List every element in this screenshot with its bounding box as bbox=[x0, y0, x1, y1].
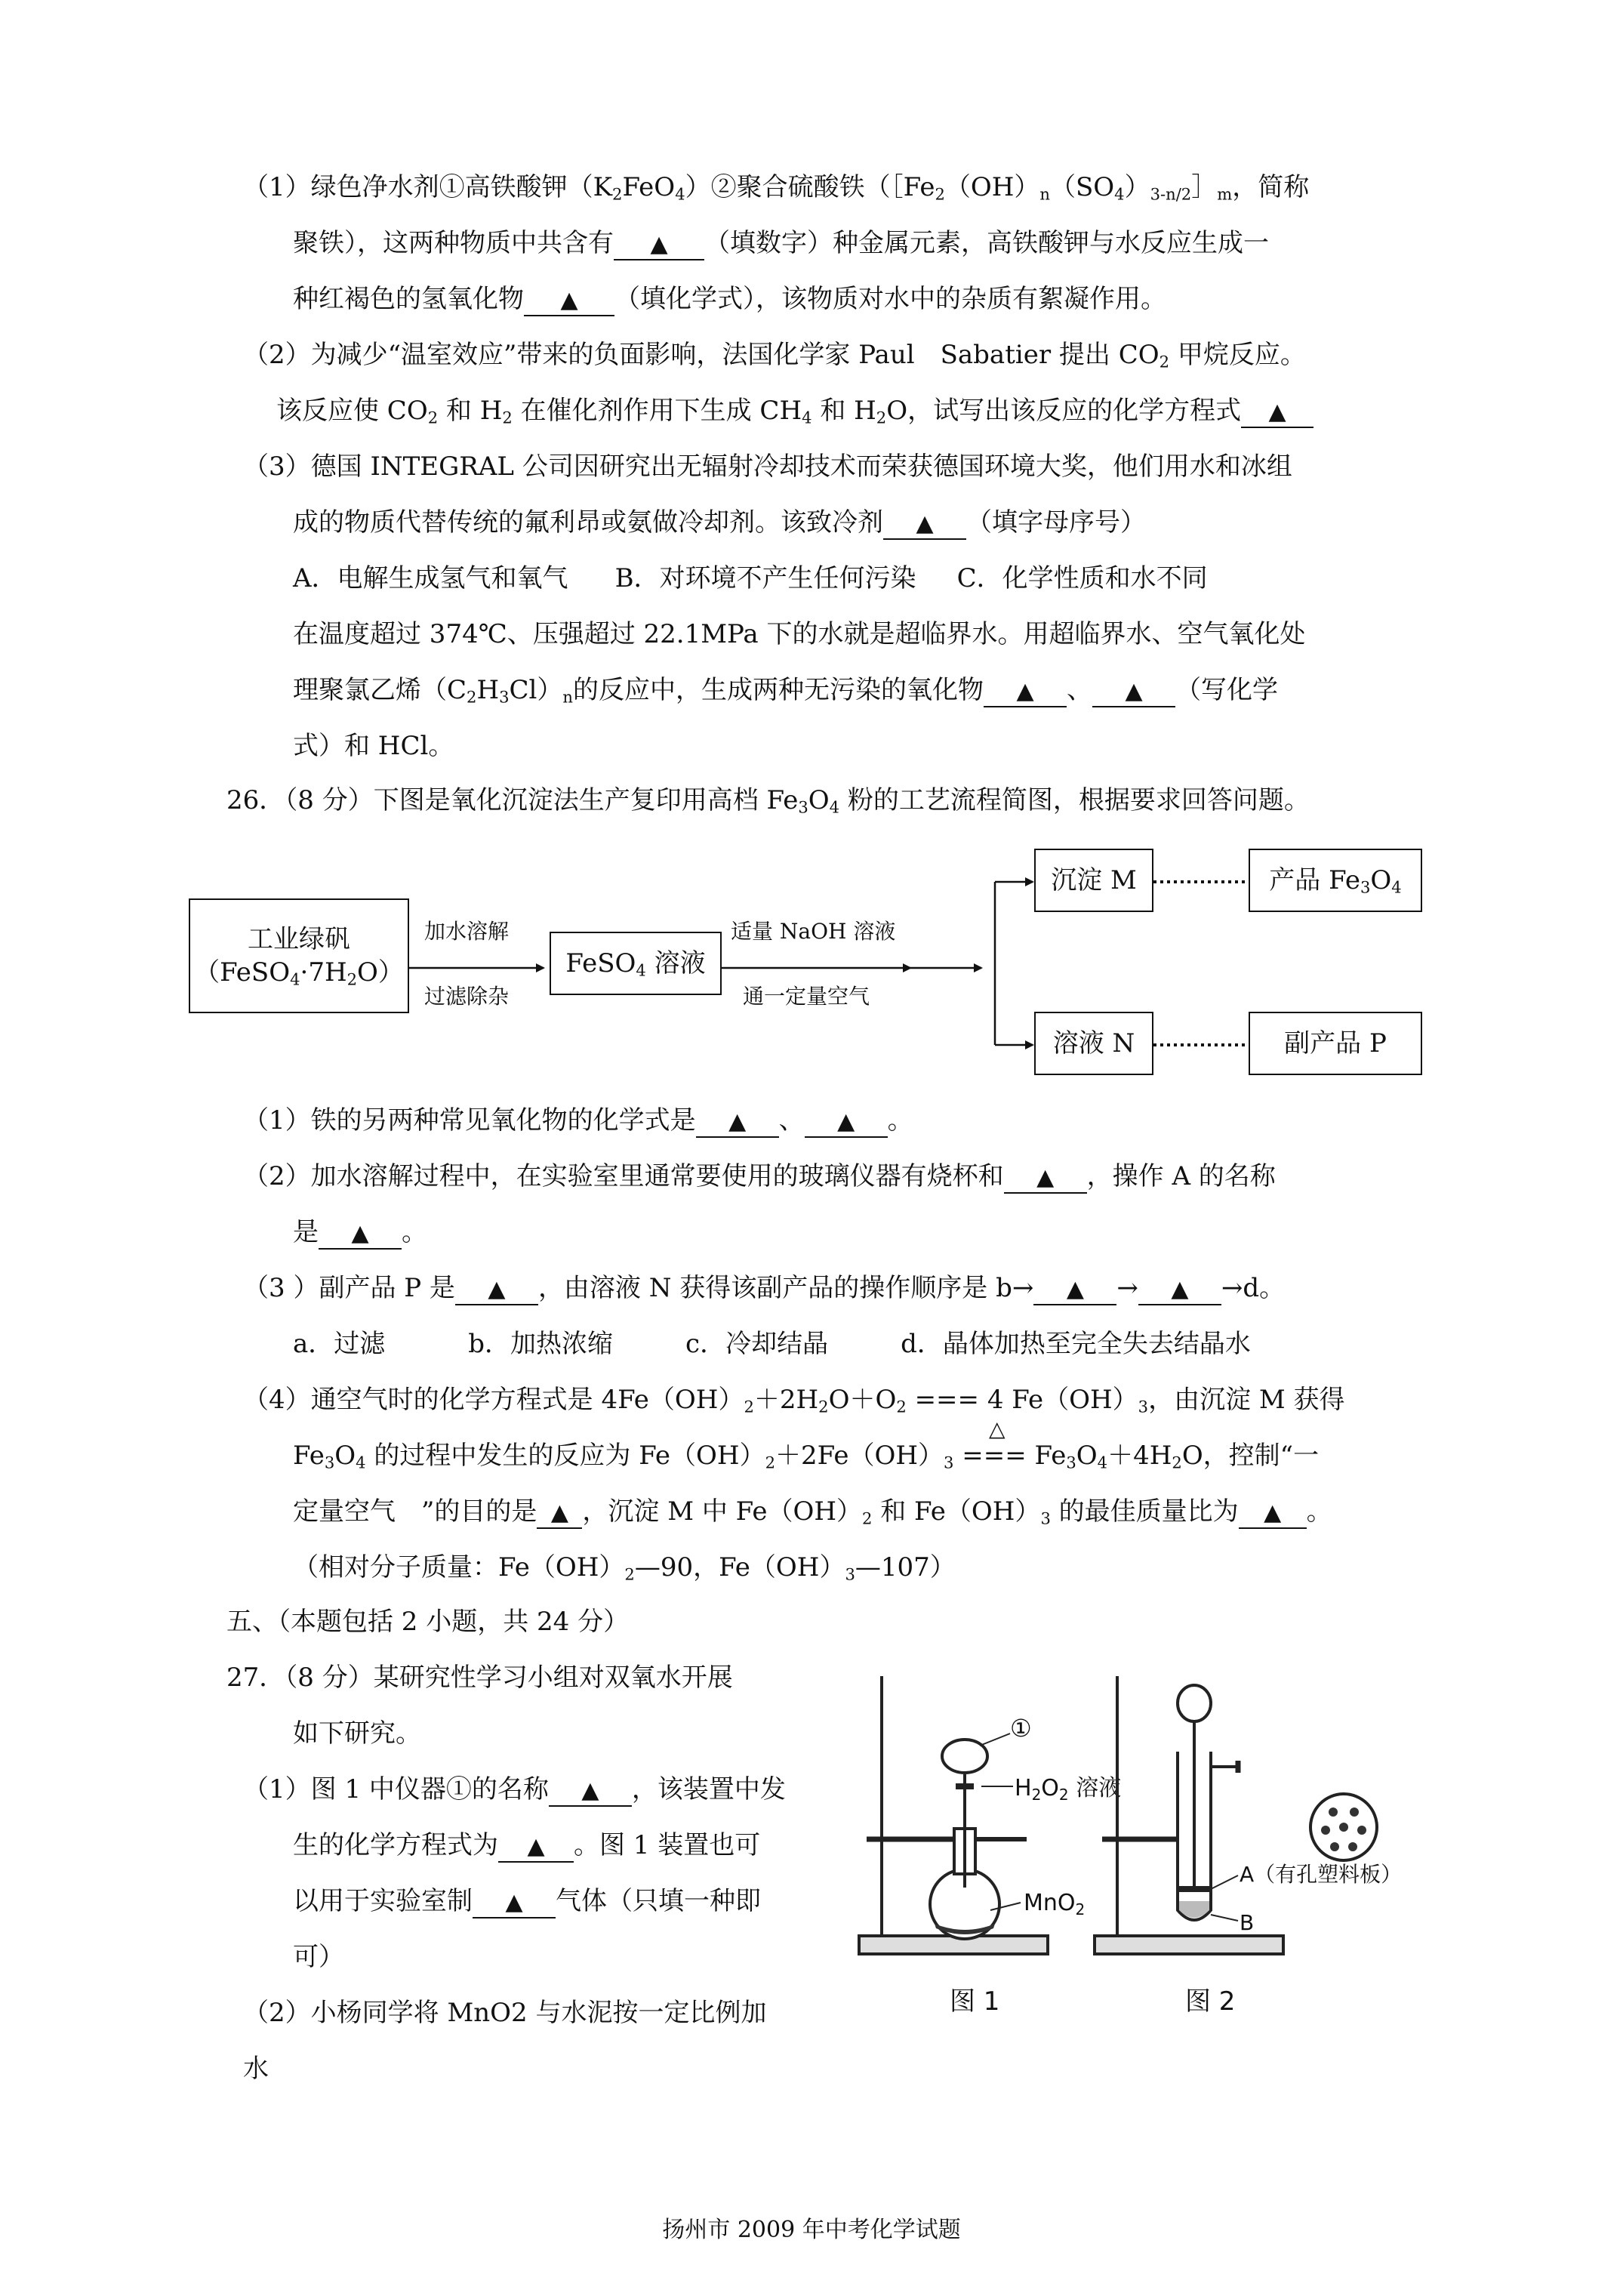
q27-p1-line2: 生的化学方程式为 ▲ 。图 1 装置也可 bbox=[293, 1830, 760, 1863]
answer-blank[interactable]: ▲ bbox=[455, 1273, 538, 1305]
caption-figure-1: 图 1 bbox=[950, 1986, 1000, 2017]
answer-blank[interactable]: ▲ bbox=[498, 1830, 574, 1863]
answer-blank[interactable]: ▲ bbox=[1092, 675, 1175, 707]
answer-blank[interactable]: ▲ bbox=[1239, 1496, 1307, 1529]
q26-p2-line2: 是 ▲ 。 bbox=[293, 1217, 427, 1250]
funnel-top-2 bbox=[1178, 1685, 1211, 1721]
q27-p2-line1: （2）小杨同学将 MnO2 与水泥按一定比例加 bbox=[243, 1998, 767, 2028]
flow-box-raw-material: 工业绿矾 $(FeSO_4\cdot 7H_2O)$ bbox=[189, 898, 409, 1013]
label-h2o2: $H_2O_2$ 溶液 bbox=[1015, 1775, 1122, 1804]
q25-p3-line4: 在温度超过 374℃、压强超过 22.1MPa 下的水就是超临界水。用超临界水、空气氧化处 bbox=[293, 619, 1306, 649]
option-a: a．过滤 bbox=[293, 1329, 386, 1359]
option-c: c．冷却结晶 bbox=[685, 1329, 829, 1359]
flow-box-precipitate-m: 沉淀 M bbox=[1034, 849, 1153, 912]
answer-blank[interactable]: ▲ bbox=[805, 1105, 888, 1138]
answer-blank[interactable]: ▲ bbox=[1241, 396, 1313, 428]
option-d: d．晶体加热至完全失去结晶水 bbox=[901, 1329, 1251, 1359]
label-b: B bbox=[1240, 1910, 1255, 1935]
answer-blank[interactable]: ▲ bbox=[549, 1774, 632, 1807]
q25-p3-line6: 式）和 HCl。 bbox=[293, 731, 454, 761]
q26-p2-line1: （2）加水溶解过程中，在实验室里通常要使用的玻璃仪器有烧杯和 ▲ ，操作 A 的名称 bbox=[243, 1161, 1276, 1194]
q25-p1-line1: （1）绿色净水剂①高铁酸钾$(K_2FeO_4)②$聚合硫酸铁（$[Fe_2(OH)_n(SO_4)_{3-n/2}]_m$，简称 bbox=[243, 172, 1310, 204]
figure-2-apparatus bbox=[1095, 1676, 1377, 1954]
q26-p1: （1）铁的另两种常见氧化物的化学式是 ▲ 、 ▲ 。 bbox=[243, 1105, 913, 1138]
answer-blank[interactable]: ▲ bbox=[1004, 1161, 1087, 1194]
q25-p3-line5: 理聚氯乙烯$(C_2H_3Cl)_n$的反应中，生成两种无污染的氧化物 ▲ 、 ▲ （写化学 bbox=[293, 675, 1278, 707]
q26-p4-line3: 定量空气 ”的目的是 ▲ ，沉淀 M 中 $Fe(OH)_2$ 和 $Fe(OH)_3$ 的最佳质量比为 ▲ 。 bbox=[293, 1496, 1332, 1528]
caption-figure-2: 图 2 bbox=[1185, 1986, 1236, 2017]
flow-arrow1-top-label: 加水溶解 bbox=[424, 919, 510, 944]
option-b: b．加热浓缩 bbox=[468, 1329, 614, 1359]
label-pointer-1 bbox=[980, 1734, 1010, 1746]
q26-p3-options bbox=[293, 1329, 1251, 1360]
q25-p1-line2: 聚铁），这两种物质中共含有 ▲ （填数字）种金属元素，高铁酸钾与水反应生成一 bbox=[293, 228, 1269, 260]
q25-p2-line1: （2）为减少“温室效应”带来的负面影响，法国化学家 Paul Sabatier 提出 $CO_2$ 甲烷反应。 bbox=[243, 340, 1306, 371]
q27-line2: 如下研究。 bbox=[293, 1718, 421, 1749]
q25-p2-line2: 该反应使 $CO_2$ 和 $H_2$ 在催化剂作用下生成 $CH_4$ 和 $H_2O$，试写出该反应的化学方程式 ▲ bbox=[276, 396, 1313, 428]
flow-box-solution-n: 溶液 N bbox=[1034, 1012, 1153, 1075]
q26-p3-line1: （3 ）副产品 P 是 ▲ ，由溶液 N 获得该副产品的操作顺序是 b→ ▲ → ▲ →d。 bbox=[243, 1273, 1285, 1305]
answer-blank[interactable]: ▲ bbox=[473, 1886, 556, 1918]
q26-p4-line2: $Fe_3O_4$ 的过程中发生的反应为 $Fe(OH)_2+2Fe(OH)_3$ === $Fe_3O_4+4H_2O$，控制“一 bbox=[293, 1441, 1320, 1472]
option-b: B．对环境不产生任何污染 bbox=[614, 563, 916, 593]
answer-blank[interactable]: ▲ bbox=[984, 675, 1067, 707]
label-mno2: MnO$_2$ bbox=[1024, 1890, 1086, 1918]
q27-p1-line4: 可） bbox=[293, 1942, 344, 1972]
stand-base-2 bbox=[1095, 1936, 1283, 1954]
answer-blank[interactable]: ▲ bbox=[1138, 1273, 1221, 1305]
answer-blank[interactable]: ▲ bbox=[537, 1496, 582, 1529]
answer-blank[interactable]: ▲ bbox=[696, 1105, 779, 1138]
q25-p3-line1: （3）德国 INTEGRAL 公司因研究出无辐射冷却技术而荣获德国环境大奖，他们用水和冰组 bbox=[243, 451, 1292, 482]
option-a: A．电解生成氢气和氧气 bbox=[293, 563, 568, 593]
q27-line1: 27．（8 分）某研究性学习小组对双氧水开展 bbox=[226, 1663, 733, 1693]
stand-base-1 bbox=[859, 1936, 1048, 1954]
section-5-heading: 五、（本题包括 2 小题，共 24 分） bbox=[226, 1607, 630, 1637]
q26-p4-line1: （4）通空气时的化学方程式是 $4Fe(OH)_2+2H_2O+O_2$ === 4 $Fe(OH)_3$，由沉淀 M 获得 bbox=[243, 1385, 1345, 1416]
apparatus-figures bbox=[845, 1661, 1525, 2023]
flow-arrow2-bottom-label: 通一定量空气 bbox=[743, 984, 870, 1009]
flow-arrow2-top-label: 适量 NaOH 溶液 bbox=[731, 919, 896, 944]
page-footer: 扬州市 2009 年中考化学试题 bbox=[662, 2217, 961, 2243]
answer-blank[interactable]: ▲ bbox=[883, 507, 966, 540]
option-c: C．化学性质和水不同 bbox=[956, 563, 1208, 593]
pointer-a bbox=[1211, 1875, 1238, 1889]
flow-box-feso4: FeSO$_4$ 溶液 bbox=[550, 932, 722, 995]
flow-arrow1-bottom-label: 过滤除杂 bbox=[424, 984, 510, 1009]
label-plate-a: A（有孔塑料板） bbox=[1240, 1862, 1403, 1887]
q25-p3-line2: 成的物质代替传统的氟利昂或氨做冷却剂。该致冷剂 ▲ （填字母序号） bbox=[293, 507, 1146, 540]
q27-p1-line1: （1）图 1 中仪器①的名称 ▲ ，该装置中发 bbox=[243, 1774, 786, 1807]
q27-p1-line3: 以用于实验室制 ▲ 气体（只填一种即 bbox=[293, 1886, 761, 1918]
flow-box-product: 产品 $Fe_3O_4$ bbox=[1249, 849, 1422, 912]
q26-p4-line4: （相对分子质量：$Fe(OH)_2—90$，$Fe(OH)_3—107$） bbox=[293, 1552, 956, 1584]
pointer-b bbox=[1211, 1915, 1238, 1921]
heat-symbol: △ bbox=[989, 1416, 1006, 1441]
answer-blank[interactable]: ▲ bbox=[319, 1217, 402, 1250]
q25-p1-line3: 种红褐色的氢氧化物 ▲ （填化学式），该物质对水中的杂质有絮凝作用。 bbox=[293, 284, 1166, 316]
answer-blank[interactable]: ▲ bbox=[614, 228, 704, 260]
q26-title: 26．（8 分）下图是氧化沉淀法生产复印用高档 $Fe_3O_4$ 粉的工艺流程简图，根据要求回答问题。 bbox=[226, 785, 1310, 817]
flow-box-byproduct: 副产品 P bbox=[1249, 1012, 1422, 1075]
label-circle-1: ① bbox=[1010, 1714, 1032, 1743]
answer-blank[interactable]: ▲ bbox=[1033, 1273, 1116, 1305]
q27-p2-line2: 水 bbox=[243, 2054, 269, 2084]
answer-blank[interactable]: ▲ bbox=[524, 284, 614, 316]
